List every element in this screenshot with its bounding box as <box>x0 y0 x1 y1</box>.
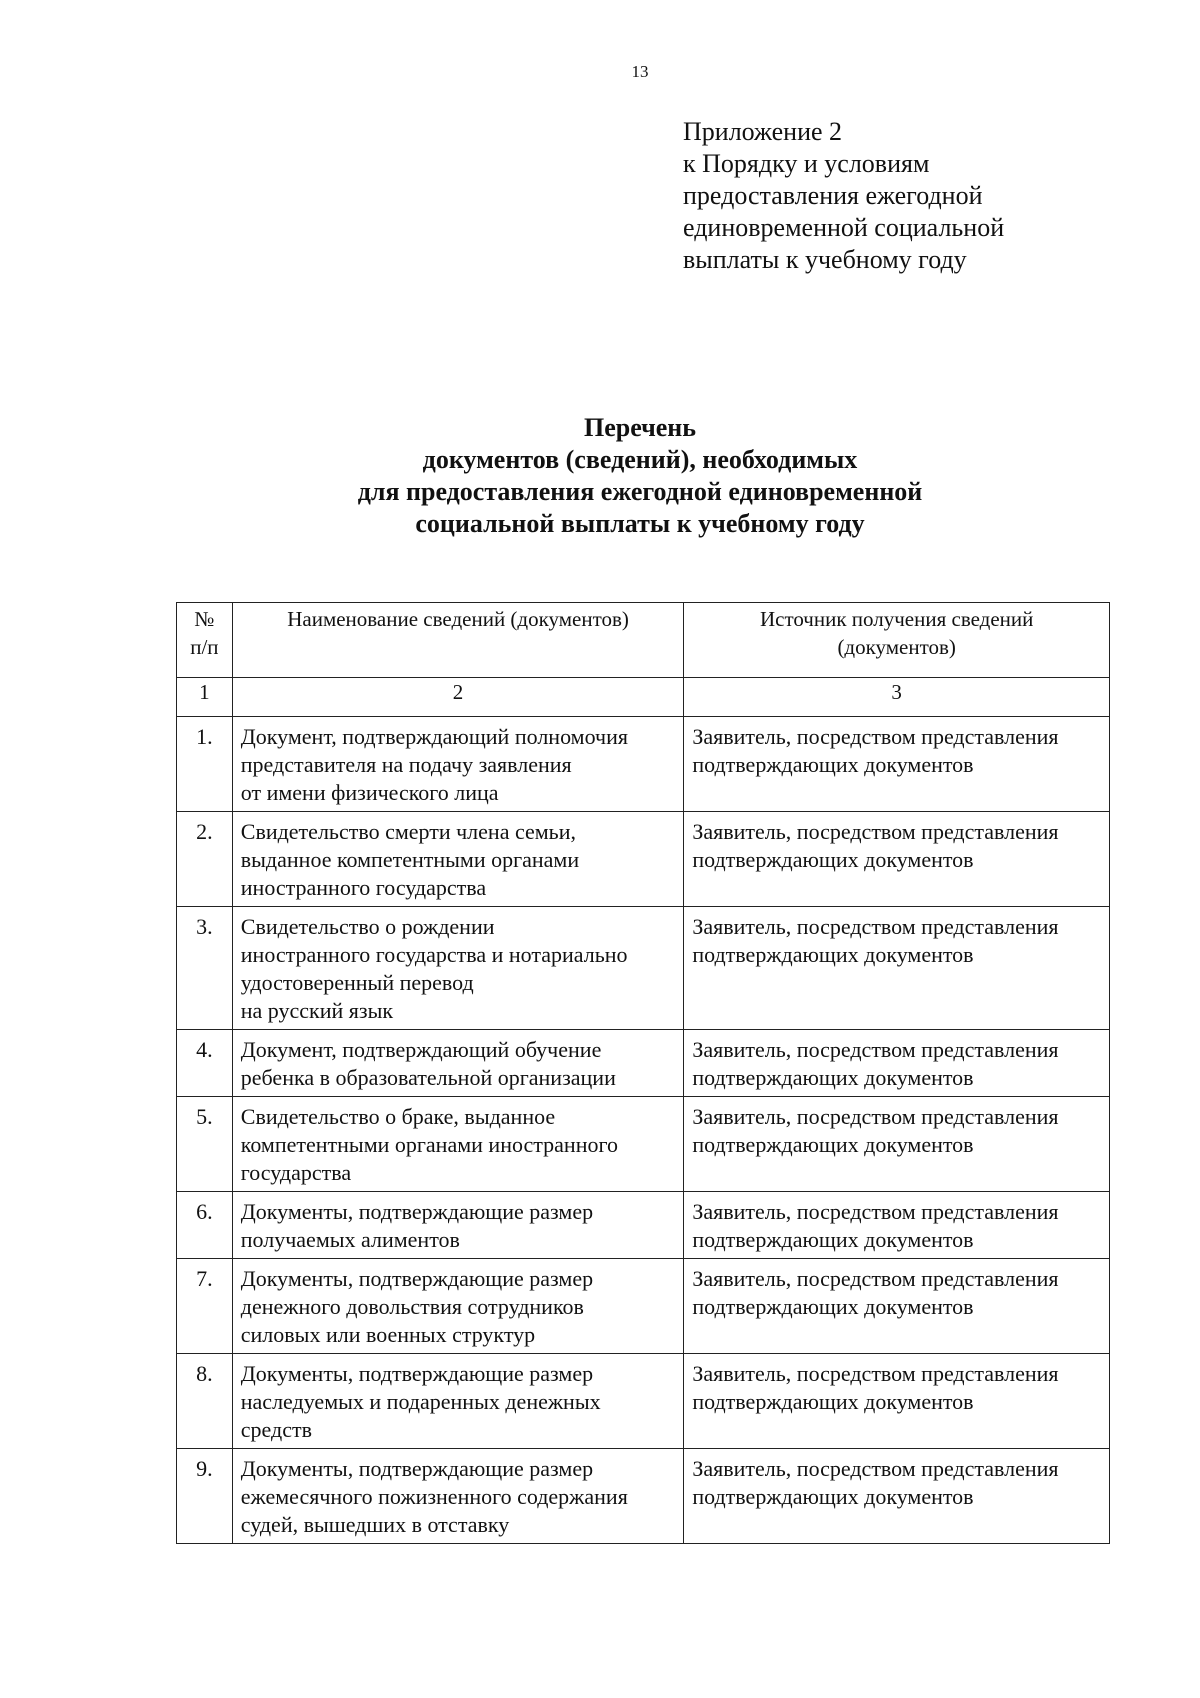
source-cell <box>684 1354 1110 1449</box>
source-line: Заявитель, посредством представления <box>692 1199 1059 1224</box>
document-name-line: судей, вышедших в отставку <box>240 1512 510 1537</box>
source-line: подтверждающих документов <box>692 1065 974 1090</box>
appendix-line: единовременной социальной <box>683 213 1005 242</box>
document-name-line: государства <box>240 1160 352 1185</box>
header-number-line: п/п <box>190 635 219 659</box>
source-cell <box>684 1030 1110 1097</box>
source-cell <box>684 1097 1110 1192</box>
document-name-line: удостоверенный перевод <box>240 970 474 995</box>
document-name-line: ежемесячного пожизненного содержания <box>240 1484 628 1509</box>
document-name-cell <box>232 1354 684 1449</box>
document-name-line: Документы, подтверждающие размер <box>240 1456 594 1481</box>
document-name-line: ребенка в образовательной организации <box>240 1065 616 1090</box>
row-number: 3. <box>177 907 233 1030</box>
source-cell <box>684 907 1110 1030</box>
documents-table <box>176 602 1110 1544</box>
document-name-cell <box>232 1449 684 1544</box>
table-row <box>177 1354 1110 1449</box>
source-cell <box>684 1259 1110 1354</box>
source-line: подтверждающих документов <box>692 1227 974 1252</box>
header-source-line: (документов) <box>837 635 956 659</box>
document-name-line: Документы, подтверждающие размер <box>240 1199 594 1224</box>
table-header-row <box>177 603 1110 678</box>
document-name-line: Документ, подтверждающий обучение <box>240 1037 602 1062</box>
source-cell <box>684 1449 1110 1544</box>
title-line: для предоставления ежегодной единовременной <box>357 477 923 506</box>
row-number: 8. <box>177 1354 233 1449</box>
table-row <box>177 1259 1110 1354</box>
appendix-line: Приложение 2 <box>683 117 843 146</box>
header-number <box>177 603 233 678</box>
row-number: 4. <box>177 1030 233 1097</box>
source-line: Заявитель, посредством представления <box>692 1104 1059 1129</box>
source-line: подтверждающих документов <box>692 847 974 872</box>
header-number-line: № <box>194 607 215 631</box>
source-line: подтверждающих документов <box>692 1132 974 1157</box>
source-line: Заявитель, посредством представления <box>692 1266 1059 1291</box>
appendix-line: к Порядку и условиям <box>683 149 930 178</box>
row-number: 1. <box>177 717 233 812</box>
document-name-line: Свидетельство о рождении <box>240 914 495 939</box>
document-name-line: иностранного государства и нотариально <box>240 942 628 967</box>
header-source <box>684 603 1110 678</box>
table-row <box>177 1449 1110 1544</box>
document-name-cell <box>232 812 684 907</box>
row-number: 9. <box>177 1449 233 1544</box>
column-number: 2 <box>232 678 684 717</box>
column-number: 1 <box>177 678 233 717</box>
table-row <box>177 717 1110 812</box>
source-line: Заявитель, посредством представления <box>692 914 1059 939</box>
source-line: Заявитель, посредством представления <box>692 1456 1059 1481</box>
document-name-line: выданное компетентными органами <box>240 847 580 872</box>
table-row <box>177 1192 1110 1259</box>
document-title <box>0 412 1200 540</box>
table-row <box>177 907 1110 1030</box>
document-name-line: средств <box>240 1417 312 1442</box>
document-name-line: Документы, подтверждающие размер <box>240 1266 594 1291</box>
title-line: социальной выплаты к учебному году <box>415 509 865 538</box>
document-name-line: Свидетельство о браке, выданное <box>240 1104 556 1129</box>
document-name-line: от имени физического лица <box>240 780 499 805</box>
source-line: подтверждающих документов <box>692 942 974 967</box>
document-name-line: компетентными органами иностранного <box>240 1132 618 1157</box>
source-line: Заявитель, посредством представления <box>692 1361 1059 1386</box>
document-name-line: силовых или военных структур <box>240 1322 536 1347</box>
column-number: 3 <box>684 678 1110 717</box>
document-name-cell <box>232 907 684 1030</box>
document-name-line: иностранного государства <box>240 875 487 900</box>
row-number: 2. <box>177 812 233 907</box>
header-source-line: Источник получения сведений <box>759 607 1034 631</box>
document-name-cell <box>232 1030 684 1097</box>
source-line: Заявитель, посредством представления <box>692 1037 1059 1062</box>
column-numbers-row <box>177 678 1110 717</box>
source-cell <box>684 717 1110 812</box>
source-line: Заявитель, посредством представления <box>692 819 1059 844</box>
header-name: Наименование сведений (документов) <box>232 603 684 678</box>
document-name-line: представителя на подачу заявления <box>240 752 572 777</box>
source-line: подтверждающих документов <box>692 752 974 777</box>
document-name-line: Документ, подтверждающий полномочия <box>240 724 628 749</box>
document-name-cell <box>232 717 684 812</box>
document-name-cell <box>232 1097 684 1192</box>
title-line: Перечень <box>583 413 697 442</box>
row-number: 7. <box>177 1259 233 1354</box>
source-cell <box>684 812 1110 907</box>
document-name-line: получаемых алиментов <box>240 1227 460 1252</box>
document-name-cell <box>232 1259 684 1354</box>
document-name-line: наследуемых и подаренных денежных <box>240 1389 601 1414</box>
appendix-line: предоставления ежегодной <box>683 181 983 210</box>
page-number: 13 <box>631 62 649 81</box>
appendix-block <box>683 116 1004 276</box>
row-number: 6. <box>177 1192 233 1259</box>
document-name-cell <box>232 1192 684 1259</box>
table-body <box>177 678 1110 1544</box>
source-line: подтверждающих документов <box>692 1484 974 1509</box>
document-name-line: Свидетельство смерти члена семьи, <box>240 819 576 844</box>
source-line: Заявитель, посредством представления <box>692 724 1059 749</box>
appendix-line: выплаты к учебному году <box>683 245 967 274</box>
table-row <box>177 812 1110 907</box>
source-cell <box>684 1192 1110 1259</box>
document-name-line: Документы, подтверждающие размер <box>240 1361 594 1386</box>
document-name-line: на русский язык <box>240 998 394 1023</box>
document-name-line: денежного довольствия сотрудников <box>240 1294 584 1319</box>
source-line: подтверждающих документов <box>692 1294 974 1319</box>
row-number: 5. <box>177 1097 233 1192</box>
table-row <box>177 1097 1110 1192</box>
table-row <box>177 1030 1110 1097</box>
source-line: подтверждающих документов <box>692 1389 974 1414</box>
title-line: документов (сведений), необходимых <box>422 445 858 474</box>
